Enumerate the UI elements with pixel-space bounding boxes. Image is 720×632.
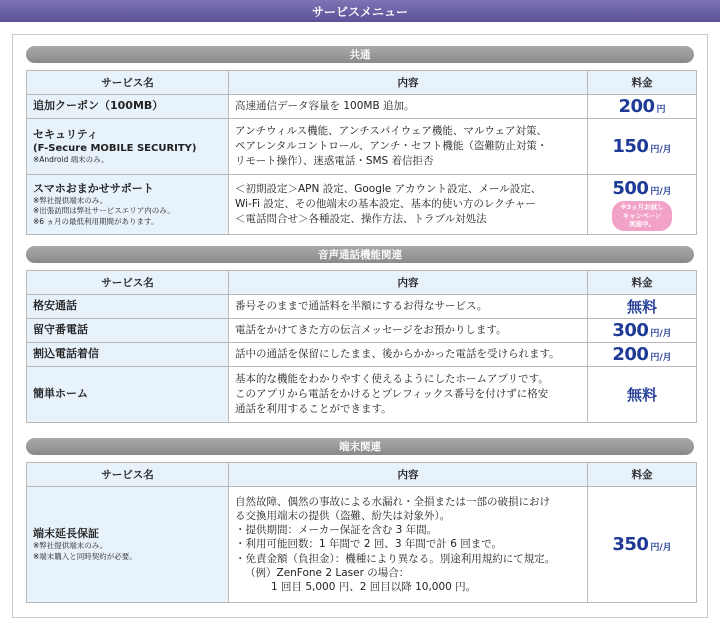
price-free: 無料 bbox=[626, 386, 657, 404]
price-amount: 200 bbox=[618, 96, 655, 117]
price-unit: 円/月 bbox=[650, 145, 672, 155]
table-row bbox=[27, 367, 697, 423]
content-line: このアプリから電話をかけるとプレフィックス番号を付けずに格安 bbox=[235, 387, 549, 400]
table-header-row bbox=[27, 463, 697, 487]
content-line: ペアレンタルコントロール、アンチ・セフト機能（盗難防止対策・ bbox=[235, 139, 548, 152]
column-header-name: サービス名 bbox=[27, 463, 229, 487]
service-note: ※6 ヵ月の最低利用期間があります。 bbox=[33, 216, 159, 226]
column-header-name: サービス名 bbox=[27, 271, 229, 295]
column-header-price: 料金 bbox=[588, 71, 697, 95]
content-line: 話中の通話を保留にしたまま、後からかかった電話を受けられます。 bbox=[235, 347, 560, 360]
section-title: 共通 bbox=[349, 49, 371, 61]
table-header-row bbox=[27, 71, 697, 95]
service-note: ※Android 端末のみ。 bbox=[33, 154, 109, 164]
service-content-cell bbox=[229, 119, 588, 175]
content-line: 番号そのままで通話料を半額にするお得なサービス。 bbox=[235, 299, 488, 312]
price-amount: 200 bbox=[612, 344, 649, 365]
price-unit: 円 bbox=[656, 105, 666, 115]
service-note: ※弊社提供端末のみ。 bbox=[33, 541, 108, 551]
content-line: 自然故障、偶然の事故による水漏れ・全損または一部の破損におけ bbox=[235, 495, 550, 508]
content-line: 電話をかけてきた方の伝言メッセージをお預かりします。 bbox=[235, 323, 507, 336]
price-free: 無料 bbox=[626, 298, 657, 316]
service-content-cell bbox=[229, 175, 588, 235]
content-line: ＜電話問合せ＞各種設定、操作方法、トラブル対処法 bbox=[235, 213, 487, 226]
page-header bbox=[0, 0, 720, 22]
service-name-cell bbox=[27, 119, 229, 175]
service-name: セキュリティ bbox=[33, 127, 98, 141]
content-line: ＜初期設定＞APN 設定、Google アカウント設定、メール設定、 bbox=[235, 182, 542, 195]
content-line: 1 回目 5,000 円、2 回目以降 10,000 円。 bbox=[271, 580, 477, 593]
table-row bbox=[27, 319, 697, 343]
service-name-cell bbox=[27, 343, 229, 367]
service-note: ※出張訪問は弊社サービスエリア内のみ。 bbox=[33, 206, 175, 216]
table-row bbox=[27, 487, 697, 603]
section-title: 音声通話機能関連 bbox=[318, 249, 402, 261]
price-amount: 350 bbox=[612, 534, 649, 555]
table-row bbox=[27, 95, 697, 119]
service-content-cell bbox=[229, 295, 588, 319]
price-unit: 円/月 bbox=[650, 329, 672, 339]
service-note: ※端末購入と同時契約が必要。 bbox=[33, 551, 137, 561]
column-header-content: 内容 bbox=[229, 71, 588, 95]
service-price-cell bbox=[588, 175, 697, 235]
service-content-cell bbox=[229, 367, 588, 423]
service-name-cell bbox=[27, 175, 229, 235]
content-line: 通話を利用することができます。 bbox=[235, 403, 392, 416]
price-unit: 円/月 bbox=[650, 543, 672, 553]
table-row bbox=[27, 119, 697, 175]
content-line: ・提供期間：メーカー保証を含む 3 年間。 bbox=[235, 524, 438, 537]
column-header-price: 料金 bbox=[588, 463, 697, 487]
service-name: スマホおまかせサポート bbox=[33, 181, 154, 195]
price-unit: 円/月 bbox=[650, 187, 672, 198]
service-name-cell bbox=[27, 319, 229, 343]
service-price-cell bbox=[588, 343, 697, 367]
table-row bbox=[27, 343, 697, 367]
content-line: Wi-Fi 設定、その他端末の基本設定、基本的使い方のレクチャー bbox=[235, 197, 536, 210]
price-amount: 500 bbox=[612, 178, 649, 200]
service-content-cell bbox=[229, 343, 588, 367]
price-amount: 150 bbox=[612, 136, 649, 157]
column-header-price: 料金 bbox=[588, 271, 697, 295]
service-name-cell bbox=[27, 95, 229, 119]
page-title: サービスメニュー bbox=[311, 4, 408, 19]
service-price-cell bbox=[588, 367, 697, 423]
column-header-content: 内容 bbox=[229, 271, 588, 295]
content-line: ・免責金額（負担金）：機種により異なる。別途利用規約にて規定。 bbox=[235, 552, 556, 565]
service-content-cell bbox=[229, 95, 588, 119]
service-content-cell bbox=[229, 319, 588, 343]
service-content-cell bbox=[229, 487, 588, 603]
service-price-cell bbox=[588, 295, 697, 319]
column-header-name: サービス名 bbox=[27, 71, 229, 95]
service-price-cell bbox=[588, 319, 697, 343]
service-table-voice bbox=[26, 270, 697, 423]
service-price-cell bbox=[588, 487, 697, 603]
service-table-common bbox=[26, 70, 697, 235]
service-name-cell bbox=[27, 295, 229, 319]
campaign-badge bbox=[612, 201, 671, 230]
content-line: る交換用端末の提供（盗難、紛失は対象外）。 bbox=[235, 510, 451, 523]
service-name: 留守番電話 bbox=[33, 323, 88, 337]
service-price-cell bbox=[588, 95, 697, 119]
service-name: 格安通話 bbox=[33, 299, 77, 313]
table-header-row bbox=[27, 271, 697, 295]
price-amount: 300 bbox=[612, 320, 649, 341]
table-row bbox=[27, 295, 697, 319]
service-price-cell bbox=[588, 119, 697, 175]
service-note: ※弊社提供端末のみ。 bbox=[33, 195, 108, 205]
table-row bbox=[27, 175, 697, 235]
content-line: リモート操作）、迷惑電話・SMS 着信拒否 bbox=[235, 155, 434, 168]
section-header-common bbox=[26, 46, 694, 63]
content-line: （例）ZenFone 2 Laser の場合： bbox=[245, 566, 410, 579]
service-table-device bbox=[26, 462, 697, 603]
section-header-voice bbox=[26, 246, 694, 263]
campaign-line: 実施中。 bbox=[629, 220, 655, 229]
content-line: 高速通信データ容量を 100MB 追加。 bbox=[235, 99, 415, 112]
section-header-device bbox=[26, 438, 694, 455]
service-name-sub: (F-Secure MOBILE SECURITY) bbox=[33, 142, 197, 154]
service-name-cell bbox=[27, 367, 229, 423]
content-line: アンチウィルス機能、アンチスパイウェア機能、マルウェア対策、 bbox=[235, 124, 547, 137]
service-name: 端末延長保証 bbox=[33, 526, 99, 540]
service-name: 簡単ホーム bbox=[33, 387, 88, 401]
campaign-line: ※3ヵ月お試し bbox=[620, 203, 664, 212]
content-line: ・利用可能回数：1 年間で 2 回、3 年間で計 6 回まで。 bbox=[235, 538, 503, 551]
service-name-cell bbox=[27, 487, 229, 603]
content-line: 基本的な機能をわかりやすく使えるようにしたホームアプリです。 bbox=[235, 372, 549, 385]
campaign-line: キャンペーン bbox=[622, 211, 662, 220]
price-unit: 円/月 bbox=[650, 353, 672, 363]
section-title: 端末関連 bbox=[339, 441, 381, 453]
column-header-content: 内容 bbox=[229, 463, 588, 487]
service-name: 割込電話着信 bbox=[33, 347, 99, 361]
service-name: 追加クーポン（100MB） bbox=[33, 99, 164, 113]
